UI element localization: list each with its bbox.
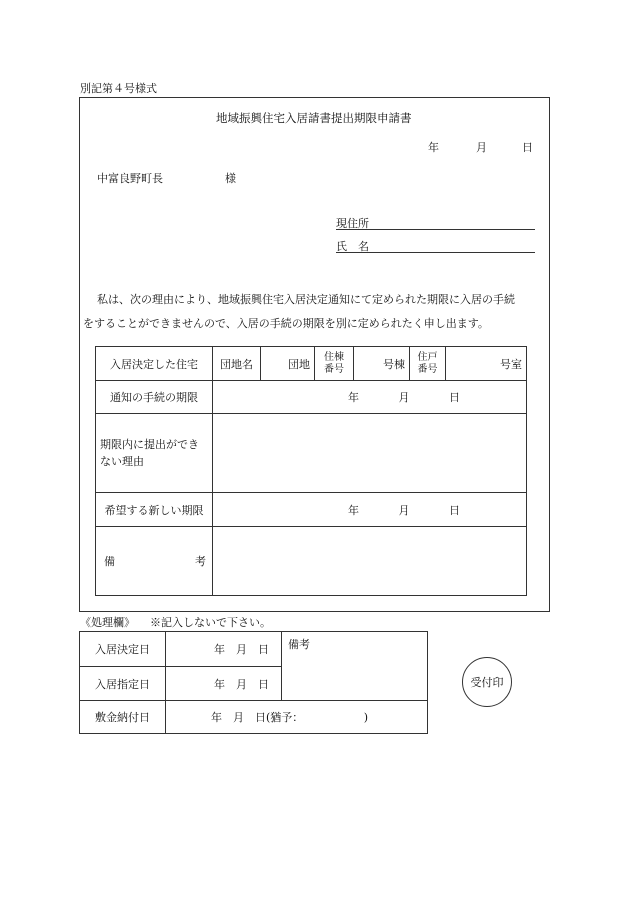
address-field[interactable] — [336, 215, 535, 230]
building-no-label — [315, 347, 354, 381]
designated-date-label: 入居指定日 — [80, 667, 166, 701]
statement-line-1: 私は、次の理由により、地域振興住宅入居決定通知にて定められた期限に入居の手続 — [97, 293, 515, 306]
processing-remarks: 備考 — [282, 632, 428, 701]
designated-date-field: 年 月 日 — [166, 667, 282, 701]
unit-no-field[interactable] — [446, 347, 527, 381]
name-field[interactable] — [336, 238, 535, 253]
new-year: 年 — [348, 503, 359, 517]
complex-name-label: 団地名 — [213, 347, 261, 381]
housing-row — [96, 347, 527, 381]
complex-suffix: 団地 — [288, 357, 310, 371]
remarks-label — [96, 527, 213, 596]
addressee-name: 中富良野町長 — [97, 172, 163, 185]
date-month: 月 — [476, 141, 487, 154]
processing-table — [79, 631, 428, 734]
unit-suffix: 号室 — [500, 357, 522, 371]
processing-header: 《処理欄》 — [80, 616, 135, 629]
remarks-label-second: 考 — [195, 555, 206, 568]
complex-name-field[interactable] — [261, 347, 315, 381]
decision-date-field: 年 月 日 — [166, 632, 282, 667]
building-suffix: 号棟 — [383, 357, 405, 371]
form-title: 地域振興住宅入居請書提出期限申請書 — [216, 111, 412, 125]
unit-no-label-bottom: 番号 — [417, 363, 438, 375]
notice-day: 日 — [449, 391, 460, 404]
building-no-field[interactable] — [354, 347, 410, 381]
name-label: 氏 名 — [336, 240, 369, 253]
notice-month: 月 — [398, 391, 410, 404]
deposit-date-field: 年 月 日(猶予： ) — [166, 701, 428, 734]
form-number: 別記第４号様式 — [80, 82, 157, 95]
notice-deadline-field[interactable] — [213, 381, 527, 414]
building-no-label-bottom: 番号 — [324, 363, 344, 375]
date-day: 日 — [522, 141, 533, 154]
notice-year: 年 — [348, 391, 359, 404]
new-deadline-field[interactable] — [213, 493, 527, 527]
unit-no-label-top: 住戸 — [417, 351, 438, 363]
new-month: 月 — [398, 503, 410, 517]
deposit-date-label: 敷金納付日 — [80, 701, 166, 734]
addressee-honorific: 様 — [225, 172, 236, 185]
remarks-row — [96, 527, 527, 596]
application-table — [95, 346, 527, 596]
new-deadline-label: 希望する新しい期限 — [96, 493, 213, 527]
remarks-label-first: 備 — [104, 555, 115, 568]
housing-label: 入居決定した住宅 — [96, 347, 213, 381]
building-no-label-top: 住棟 — [324, 351, 344, 363]
reason-row — [96, 414, 527, 493]
new-day: 日 — [449, 503, 460, 517]
unit-no-label — [410, 347, 446, 381]
reception-stamp-label: 受付印 — [470, 676, 504, 689]
date-year: 年 — [428, 141, 439, 154]
reason-label: 期限内に提出ができない理由 — [96, 414, 213, 493]
decision-date-row — [80, 632, 428, 667]
decision-date-label: 入居決定日 — [80, 632, 166, 667]
notice-deadline-label: 通知の手続の期限 — [96, 381, 213, 414]
processing-note: ※記入しないで下さい。 — [150, 616, 271, 629]
new-deadline-row — [96, 493, 527, 527]
remarks-field[interactable] — [213, 527, 527, 596]
statement-line-2: をすることができませんので、入居の手続の期限を別に定められたく申し出ます。 — [83, 317, 489, 330]
deposit-date-row — [80, 701, 428, 734]
notice-deadline-row — [96, 381, 527, 414]
reception-stamp — [462, 657, 512, 707]
reason-field[interactable] — [213, 414, 527, 493]
address-label: 現住所 — [336, 217, 369, 230]
